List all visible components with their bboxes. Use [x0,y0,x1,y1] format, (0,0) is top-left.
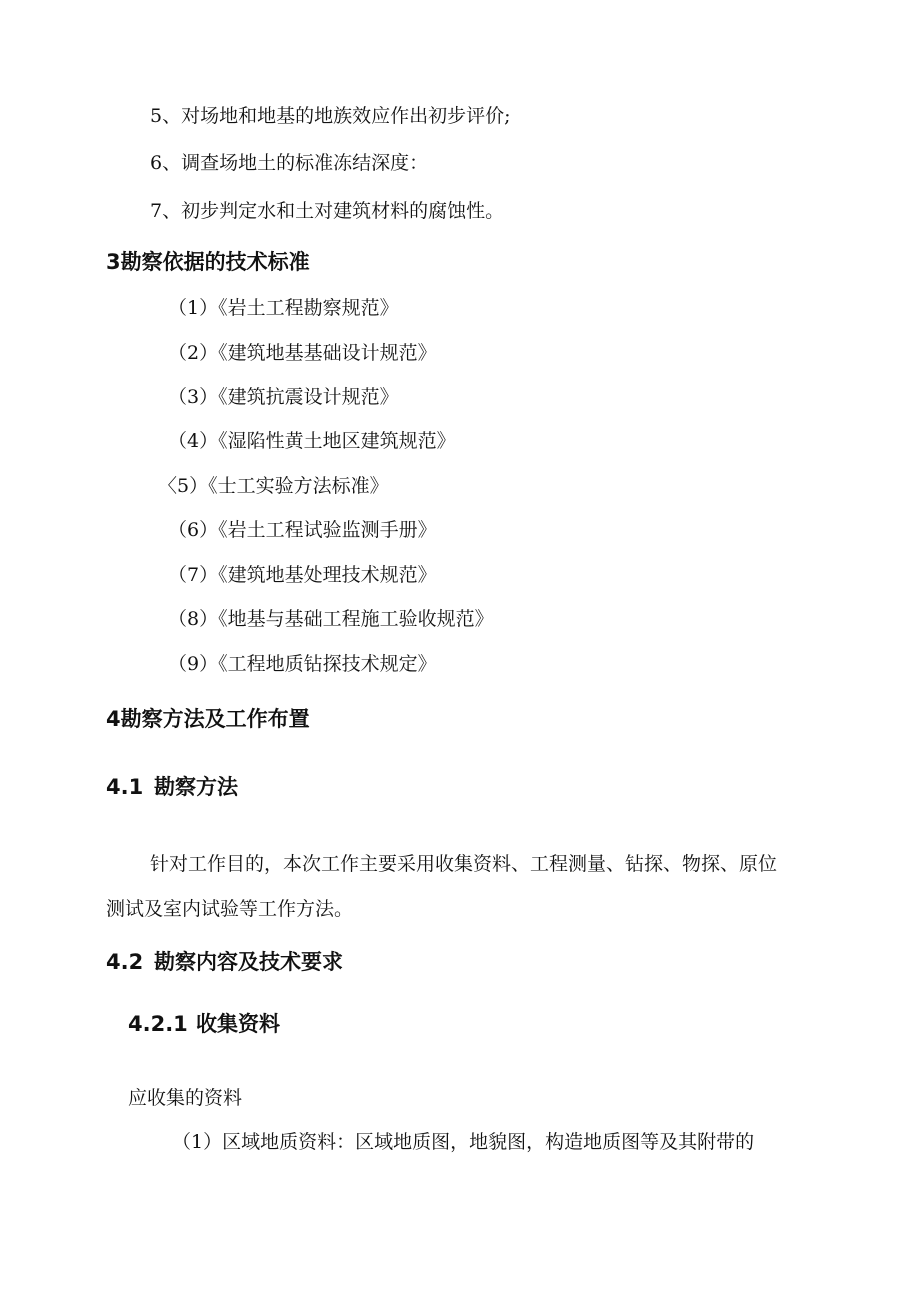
subsubsection-heading [128,1012,280,1036]
standard-item: （3）《建筑抗震设计规范》 [168,386,399,408]
paragraph-line: 测试及室内试验等工作方法。 [106,898,354,920]
standard-item: （1）《岩土工程勘察规范》 [168,297,399,319]
paragraph-line: 针对工作目的，本次工作主要采用收集资料、工程测量、钻探、物探、原位 [150,853,778,875]
subsection-number: 4.1 [106,775,144,799]
subsection-number: 4.2 [106,950,144,974]
list-item: 7、初步判定水和土对建筑材料的腐蚀性。 [150,200,505,222]
subsubsection-number: 4.2.1 [128,1012,188,1036]
subsection-title: 勘察方法 [154,775,238,799]
paragraph-line: 应收集的资料 [128,1087,243,1109]
standard-item: 〈5）《士工实验方法标准》 [158,475,389,497]
standard-item: （7）《建筑地基处理技术规范》 [168,564,437,586]
standard-item: （8）《地基与基础工程施工验收规范》 [168,608,494,630]
subsubsection-title: 收集资料 [196,1012,280,1036]
subsection-heading [106,950,343,974]
list-item: 5、对场地和地基的地族效应作出初步评价; [150,105,511,127]
list-item: （1）区域地质资料：区域地质图，地貌图，构造地质图等及其附带的 [172,1131,755,1153]
standard-item: （2）《建筑地基基础设计规范》 [168,342,437,364]
standard-item: （6）《岩土工程试验监测手册》 [168,519,437,541]
section-heading: 4勘察方法及工作布置 [106,707,310,731]
subsection-heading [106,775,238,799]
subsection-title: 勘察内容及技术要求 [154,950,343,974]
standard-item: （9）《工程地质钻探技术规定》 [168,653,437,675]
list-item: 6、调查场地土的标准冻结深度： [150,152,429,174]
standard-item: （4）《湿陷性黄土地区建筑规范》 [168,430,456,452]
section-heading: 3勘察依据的技术标准 [106,250,310,274]
